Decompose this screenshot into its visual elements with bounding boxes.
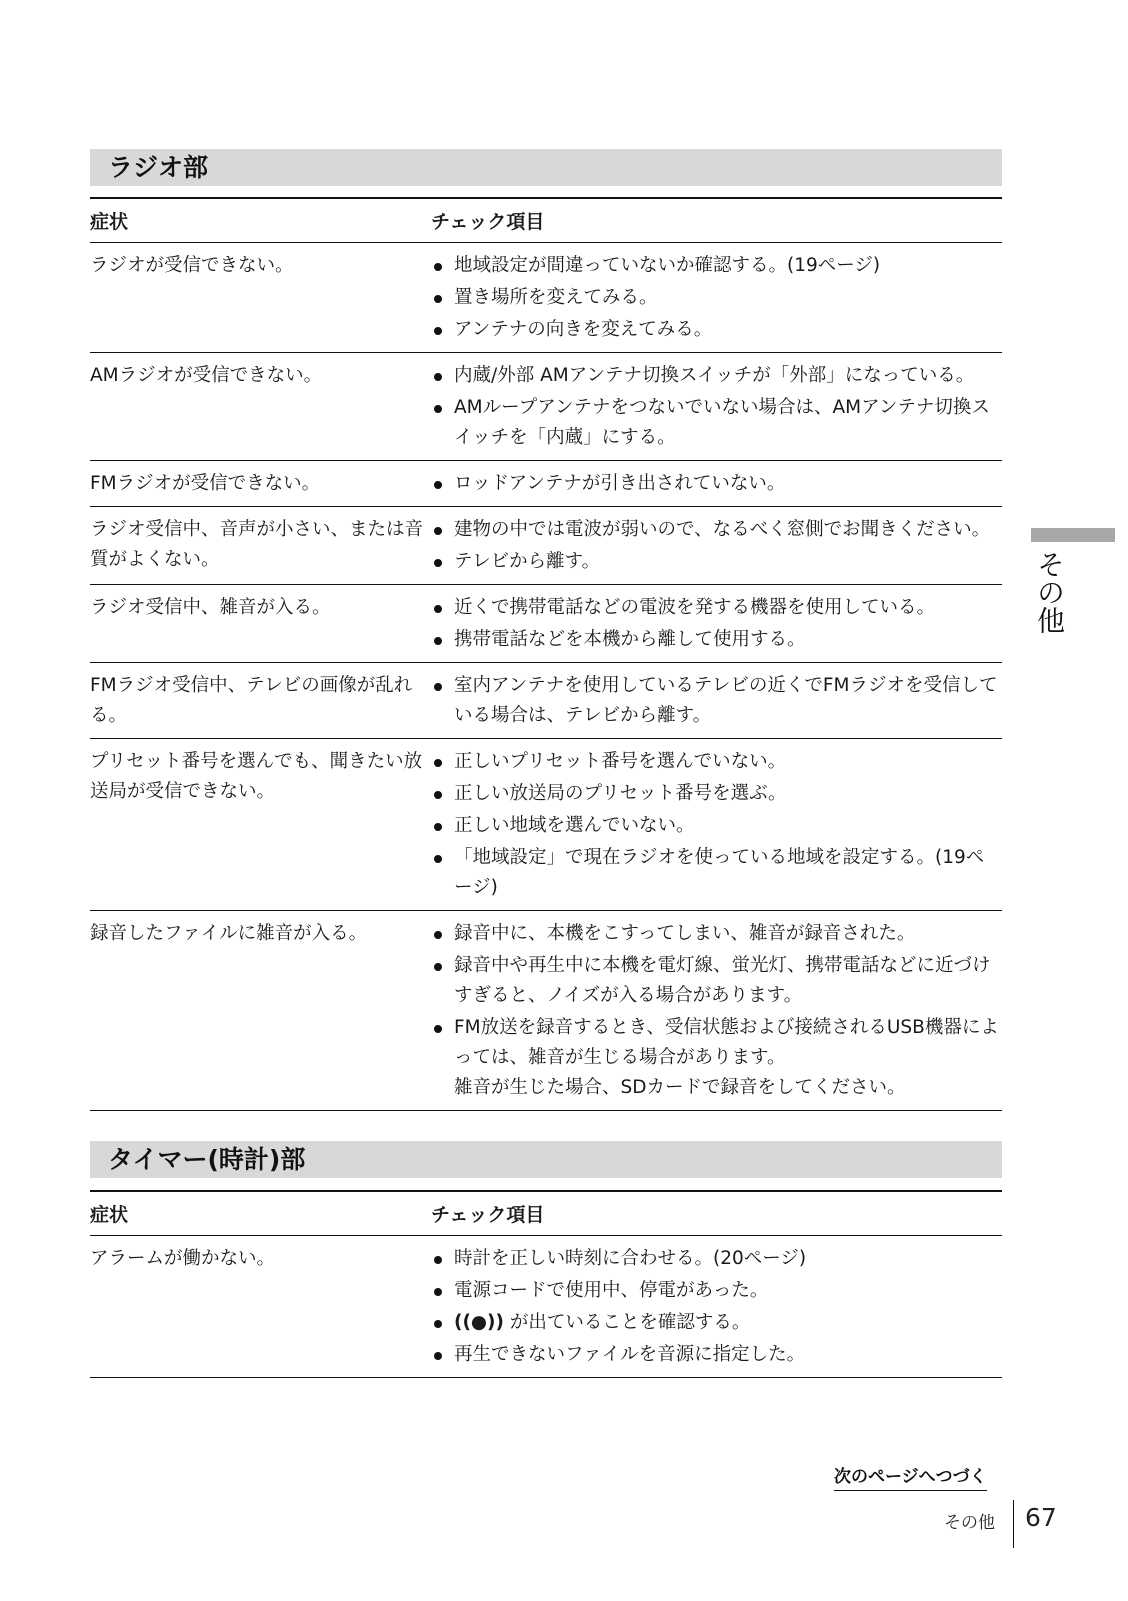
continue-note: 次のページへつづく xyxy=(834,1462,987,1491)
symptom-cell: アラームが働かない。 xyxy=(90,1248,276,1269)
check-item: 置き場所を変えてみる。 xyxy=(431,283,1002,313)
symptom-cell: ラジオが受信できない。 xyxy=(90,255,294,276)
bullet-icon xyxy=(434,855,442,863)
check-list xyxy=(431,515,1002,579)
radio-troubleshooting-table xyxy=(90,197,1002,1111)
bullet-icon xyxy=(434,405,442,413)
check-list xyxy=(431,919,1002,1105)
check-list xyxy=(431,1244,1002,1372)
bullet-icon xyxy=(434,637,442,645)
bullet-icon xyxy=(434,1025,442,1033)
check-item: 近くで携帯電話などの電波を発する機器を使用している。 xyxy=(431,593,1002,623)
table-row xyxy=(90,739,1002,911)
check-list xyxy=(431,361,1002,455)
check-item: 正しい地域を選んでいない。 xyxy=(431,811,1002,841)
alarm-icon: ((●)) xyxy=(454,1312,504,1333)
bullet-icon xyxy=(434,683,442,691)
check-item: AMループアンテナをつないでいない場合は、AMアンテナ切換スイッチを「内蔵」にする。 xyxy=(431,393,1002,453)
column-header-check: チェック項目 xyxy=(431,1204,545,1226)
bullet-icon xyxy=(434,823,442,831)
table-row xyxy=(90,353,1002,461)
check-item: ロッドアンテナが引き出されていない。 xyxy=(431,469,1002,499)
check-item: 正しいプリセット番号を選んでいない。 xyxy=(431,747,1002,777)
bullet-icon xyxy=(434,963,442,971)
check-item: テレビから離す。 xyxy=(431,547,1002,577)
bullet-icon xyxy=(434,931,442,939)
symptom-cell: FMラジオ受信中、テレビの画像が乱れる。 xyxy=(90,675,413,726)
page-number: 67 xyxy=(1025,1503,1057,1532)
check-list xyxy=(431,469,1002,501)
check-item: 地域設定が間違っていないか確認する。(19ページ) xyxy=(431,251,1002,281)
footer-divider xyxy=(1013,1500,1014,1548)
table-row xyxy=(90,585,1002,663)
check-item: 携帯電話などを本機から離して使用する。 xyxy=(431,625,1002,655)
bullet-icon xyxy=(434,759,442,767)
check-item: ((●)) が出ていることを確認する。 xyxy=(431,1308,1002,1338)
check-list xyxy=(431,593,1002,657)
timer-troubleshooting-table xyxy=(90,1190,1002,1378)
symptom-cell: ラジオ受信中、音声が小さい、または音質がよくない。 xyxy=(90,519,424,570)
column-header-symptom: 症状 xyxy=(90,211,129,233)
bullet-icon xyxy=(434,327,442,335)
check-item: アンテナの向きを変えてみる。 xyxy=(431,315,1002,345)
table-row xyxy=(90,461,1002,507)
table-column-headers xyxy=(90,1192,1002,1236)
footer-section-name: その他 xyxy=(944,1513,995,1533)
check-item: 正しい放送局のプリセット番号を選ぶ。 xyxy=(431,779,1002,809)
check-item: 「地域設定」で現在ラジオを使っている地域を設定する。(19ページ) xyxy=(431,843,1002,903)
section-header-radio: ラジオ部 xyxy=(90,149,1002,186)
section-header-timer: タイマー(時計)部 xyxy=(90,1141,1002,1178)
table-row xyxy=(90,663,1002,739)
symptom-cell: プリセット番号を選んでも、聞きたい放送局が受信できない。 xyxy=(90,751,423,802)
bullet-icon xyxy=(434,605,442,613)
bullet-icon xyxy=(434,263,442,271)
side-tab-label: その他 xyxy=(1033,550,1066,634)
bullet-icon xyxy=(434,791,442,799)
table-row xyxy=(90,507,1002,585)
column-header-symptom: 症状 xyxy=(90,1204,129,1226)
check-item: 録音中に、本機をこすってしまい、雑音が録音された。 xyxy=(431,919,1002,949)
check-item: 建物の中では電波が弱いので、なるべく窓側でお聞きください。 xyxy=(431,515,1002,545)
bullet-icon xyxy=(434,481,442,489)
bullet-icon xyxy=(434,373,442,381)
symptom-cell: ラジオ受信中、雑音が入る。 xyxy=(90,597,331,618)
bullet-icon xyxy=(434,559,442,567)
check-item: 時計を正しい時刻に合わせる。(20ページ) xyxy=(431,1244,1002,1274)
check-item: 電源コードで使用中、停電があった。 xyxy=(431,1276,1002,1306)
table-row xyxy=(90,911,1002,1111)
check-list xyxy=(431,251,1002,347)
symptom-cell: AMラジオが受信できない。 xyxy=(90,365,323,386)
bullet-icon xyxy=(434,1352,442,1360)
table-column-headers xyxy=(90,199,1002,243)
bullet-icon xyxy=(434,1288,442,1296)
check-item: 再生できないファイルを音源に指定した。 xyxy=(431,1340,1002,1370)
table-row xyxy=(90,1236,1002,1378)
check-list xyxy=(431,747,1002,905)
bullet-icon xyxy=(434,527,442,535)
check-item: 録音中や再生中に本機を電灯線、蛍光灯、携帯電話などに近づけすぎると、ノイズが入る場合があります。 xyxy=(431,951,1002,1011)
check-item: 内蔵/外部 AMアンテナ切換スイッチが「外部」になっている。 xyxy=(431,361,1002,391)
bullet-icon xyxy=(434,1320,442,1328)
symptom-cell: 録音したファイルに雑音が入る。 xyxy=(90,923,368,944)
bullet-icon xyxy=(434,295,442,303)
symptom-cell: FMラジオが受信できない。 xyxy=(90,473,321,494)
side-tab-bar xyxy=(1031,528,1115,542)
table-row xyxy=(90,243,1002,353)
bullet-icon xyxy=(434,1256,442,1264)
column-header-check: チェック項目 xyxy=(431,211,545,233)
check-item: FM放送を録音するとき、受信状態および接続されるUSB機器によっては、雑音が生じる場合があります。 雑音が生じた場合、SDカードで録音をしてください。 xyxy=(431,1013,1002,1103)
check-list xyxy=(431,671,1002,733)
check-item: 室内アンテナを使用しているテレビの近くでFMラジオを受信している場合は、テレビから離す。 xyxy=(431,671,1002,731)
